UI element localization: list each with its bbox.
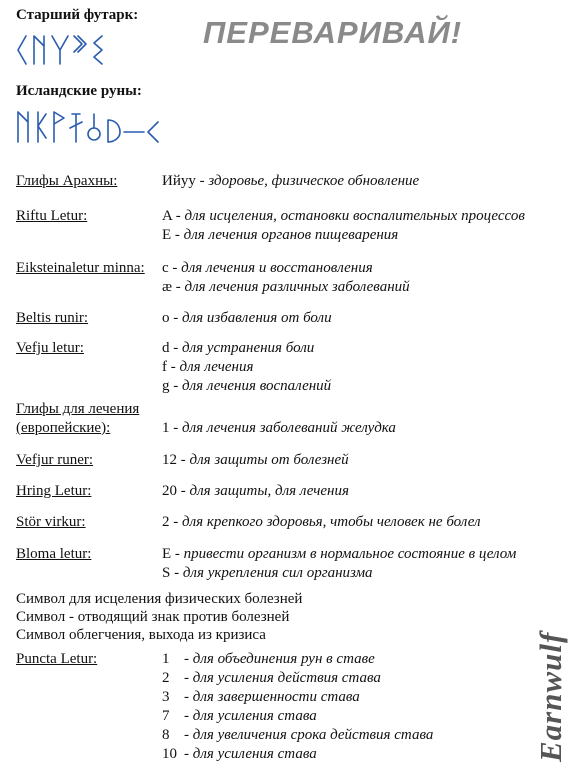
line-description: для защиты, для лечения (189, 483, 349, 499)
line-code: 20 (162, 483, 177, 499)
row-label: Beltis runir: (16, 310, 89, 326)
row-label: Stör virkur: (16, 514, 86, 530)
row-line: o - для избавления от боли (162, 310, 332, 326)
line-code: 2 (162, 514, 170, 530)
elder-futhark-runes-icon (14, 30, 110, 70)
line-code: c (162, 260, 169, 276)
line-description: для исцеления, остановки воспалительных процессов (184, 208, 525, 224)
line-description: для завершенности става (192, 689, 360, 705)
row-line: A - для исцеления, остановки воспалительных процессов (162, 208, 525, 224)
line-description: для защиты от болезней (189, 452, 349, 468)
line-code: Ийуу (162, 173, 196, 189)
row-line: 20 - для защиты, для лечения (162, 483, 349, 499)
line-description: для лечения и восстановления (181, 260, 373, 276)
row-line: æ - для лечения различных заболеваний (162, 279, 410, 295)
line-description: для усиления става (192, 746, 317, 762)
row-line: 12 - для защиты от болезней (162, 452, 349, 468)
puncta-line: 10 - для усиления става (162, 746, 317, 762)
plain-line-1: Символ для исцеления физических болезней (16, 591, 303, 607)
line-code: S (162, 565, 171, 581)
row-line: g - для лечения воспалений (162, 378, 332, 394)
row-line: S - для укрепления сил организма (162, 565, 373, 581)
plain-line-3: Символ облегчения, выхода из кризиса (16, 627, 266, 643)
puncta-line: 1 - для объединения рун в ставе (162, 651, 375, 667)
line-description: для объединения рун в ставе (192, 651, 375, 667)
line-code: E (162, 227, 172, 243)
line-code: 2 (162, 670, 170, 686)
line-description: для крепкого здоровья, чтобы человек не болел (182, 514, 481, 530)
puncta-line: 3 - для завершенности става (162, 689, 360, 705)
line-code: 3 (162, 689, 170, 705)
puncta-line: 8 - для увеличения срока действия става (162, 727, 434, 743)
row-label: Vefjur runer: (16, 452, 94, 468)
line-code: g (162, 378, 170, 394)
row-line: E - привести организм в нормальное состояние в целом (162, 546, 517, 562)
line-code: E (162, 546, 172, 562)
row-line: 1 - для лечения заболеваний желудка (162, 420, 396, 436)
plain-line-2: Символ - отводящий знак против болезней (16, 609, 290, 625)
line-code: æ (162, 279, 173, 295)
line-code: d (162, 340, 170, 356)
line-description: для усиления става (192, 708, 317, 724)
icelandic-runes-icon (14, 106, 164, 150)
row-label: Глифы для лечения (16, 401, 140, 417)
row-label: Глифы Арахны: (16, 173, 118, 189)
row-label-second-line: (европейские): (16, 420, 111, 436)
line-code: 7 (162, 708, 170, 724)
line-code: 1 (162, 651, 170, 667)
line-code: 12 (162, 452, 177, 468)
row-label: Eiksteinaletur minna: (16, 260, 145, 276)
line-code: f (162, 359, 167, 375)
row-line: d - для устранения боли (162, 340, 315, 356)
icelandic-runes-heading: Исландские руны: (16, 83, 142, 99)
line-code: 1 (162, 420, 170, 436)
line-code: 8 (162, 727, 170, 743)
puncta-line: 7 - для усиления става (162, 708, 317, 724)
row-label: Hring Letur: (16, 483, 92, 499)
line-description: для увеличения срока действия става (192, 727, 434, 743)
line-description: для избавления от боли (182, 310, 332, 326)
row-line: 2 - для крепкого здоровья, чтобы человек не болел (162, 514, 481, 530)
line-description: для лечения различных заболеваний (184, 279, 410, 295)
line-description: для устранения боли (182, 340, 315, 356)
puncta-label: Puncta Letur: (16, 651, 98, 667)
line-code: 10 (162, 746, 177, 762)
line-description: для усиления действия става (192, 670, 381, 686)
signature: Earnwulf (533, 631, 568, 762)
row-line: E - для лечения органов пищеварения (162, 227, 399, 243)
row-label: Bloma letur: (16, 546, 92, 562)
row-label: Riftu Letur: (16, 208, 88, 224)
row-label: Vefju letur: (16, 340, 84, 356)
line-code: o (162, 310, 170, 326)
line-description: для лечения органов пищеварения (183, 227, 399, 243)
line-description: для лечения воспалений (182, 378, 332, 394)
line-description: привести организм в нормальное состояние в целом (183, 546, 517, 562)
stamp-text: ПЕРЕВАРИВАЙ! (203, 15, 463, 50)
line-description: для укрепления сил организма (182, 565, 373, 581)
line-description: здоровье, физическое обновление (208, 173, 420, 189)
row-line: Ийуу - здоровье, физическое обновление (162, 173, 420, 189)
row-line: c - для лечения и восстановления (162, 260, 373, 276)
row-line: f - для лечения (162, 359, 254, 375)
puncta-line: 2 - для усиления действия става (162, 670, 381, 686)
line-description: для лечения заболеваний желудка (182, 420, 396, 436)
line-description: для лечения (179, 359, 254, 375)
line-code: A (162, 208, 173, 224)
elder-futhark-heading: Старший футарк: (16, 7, 139, 23)
